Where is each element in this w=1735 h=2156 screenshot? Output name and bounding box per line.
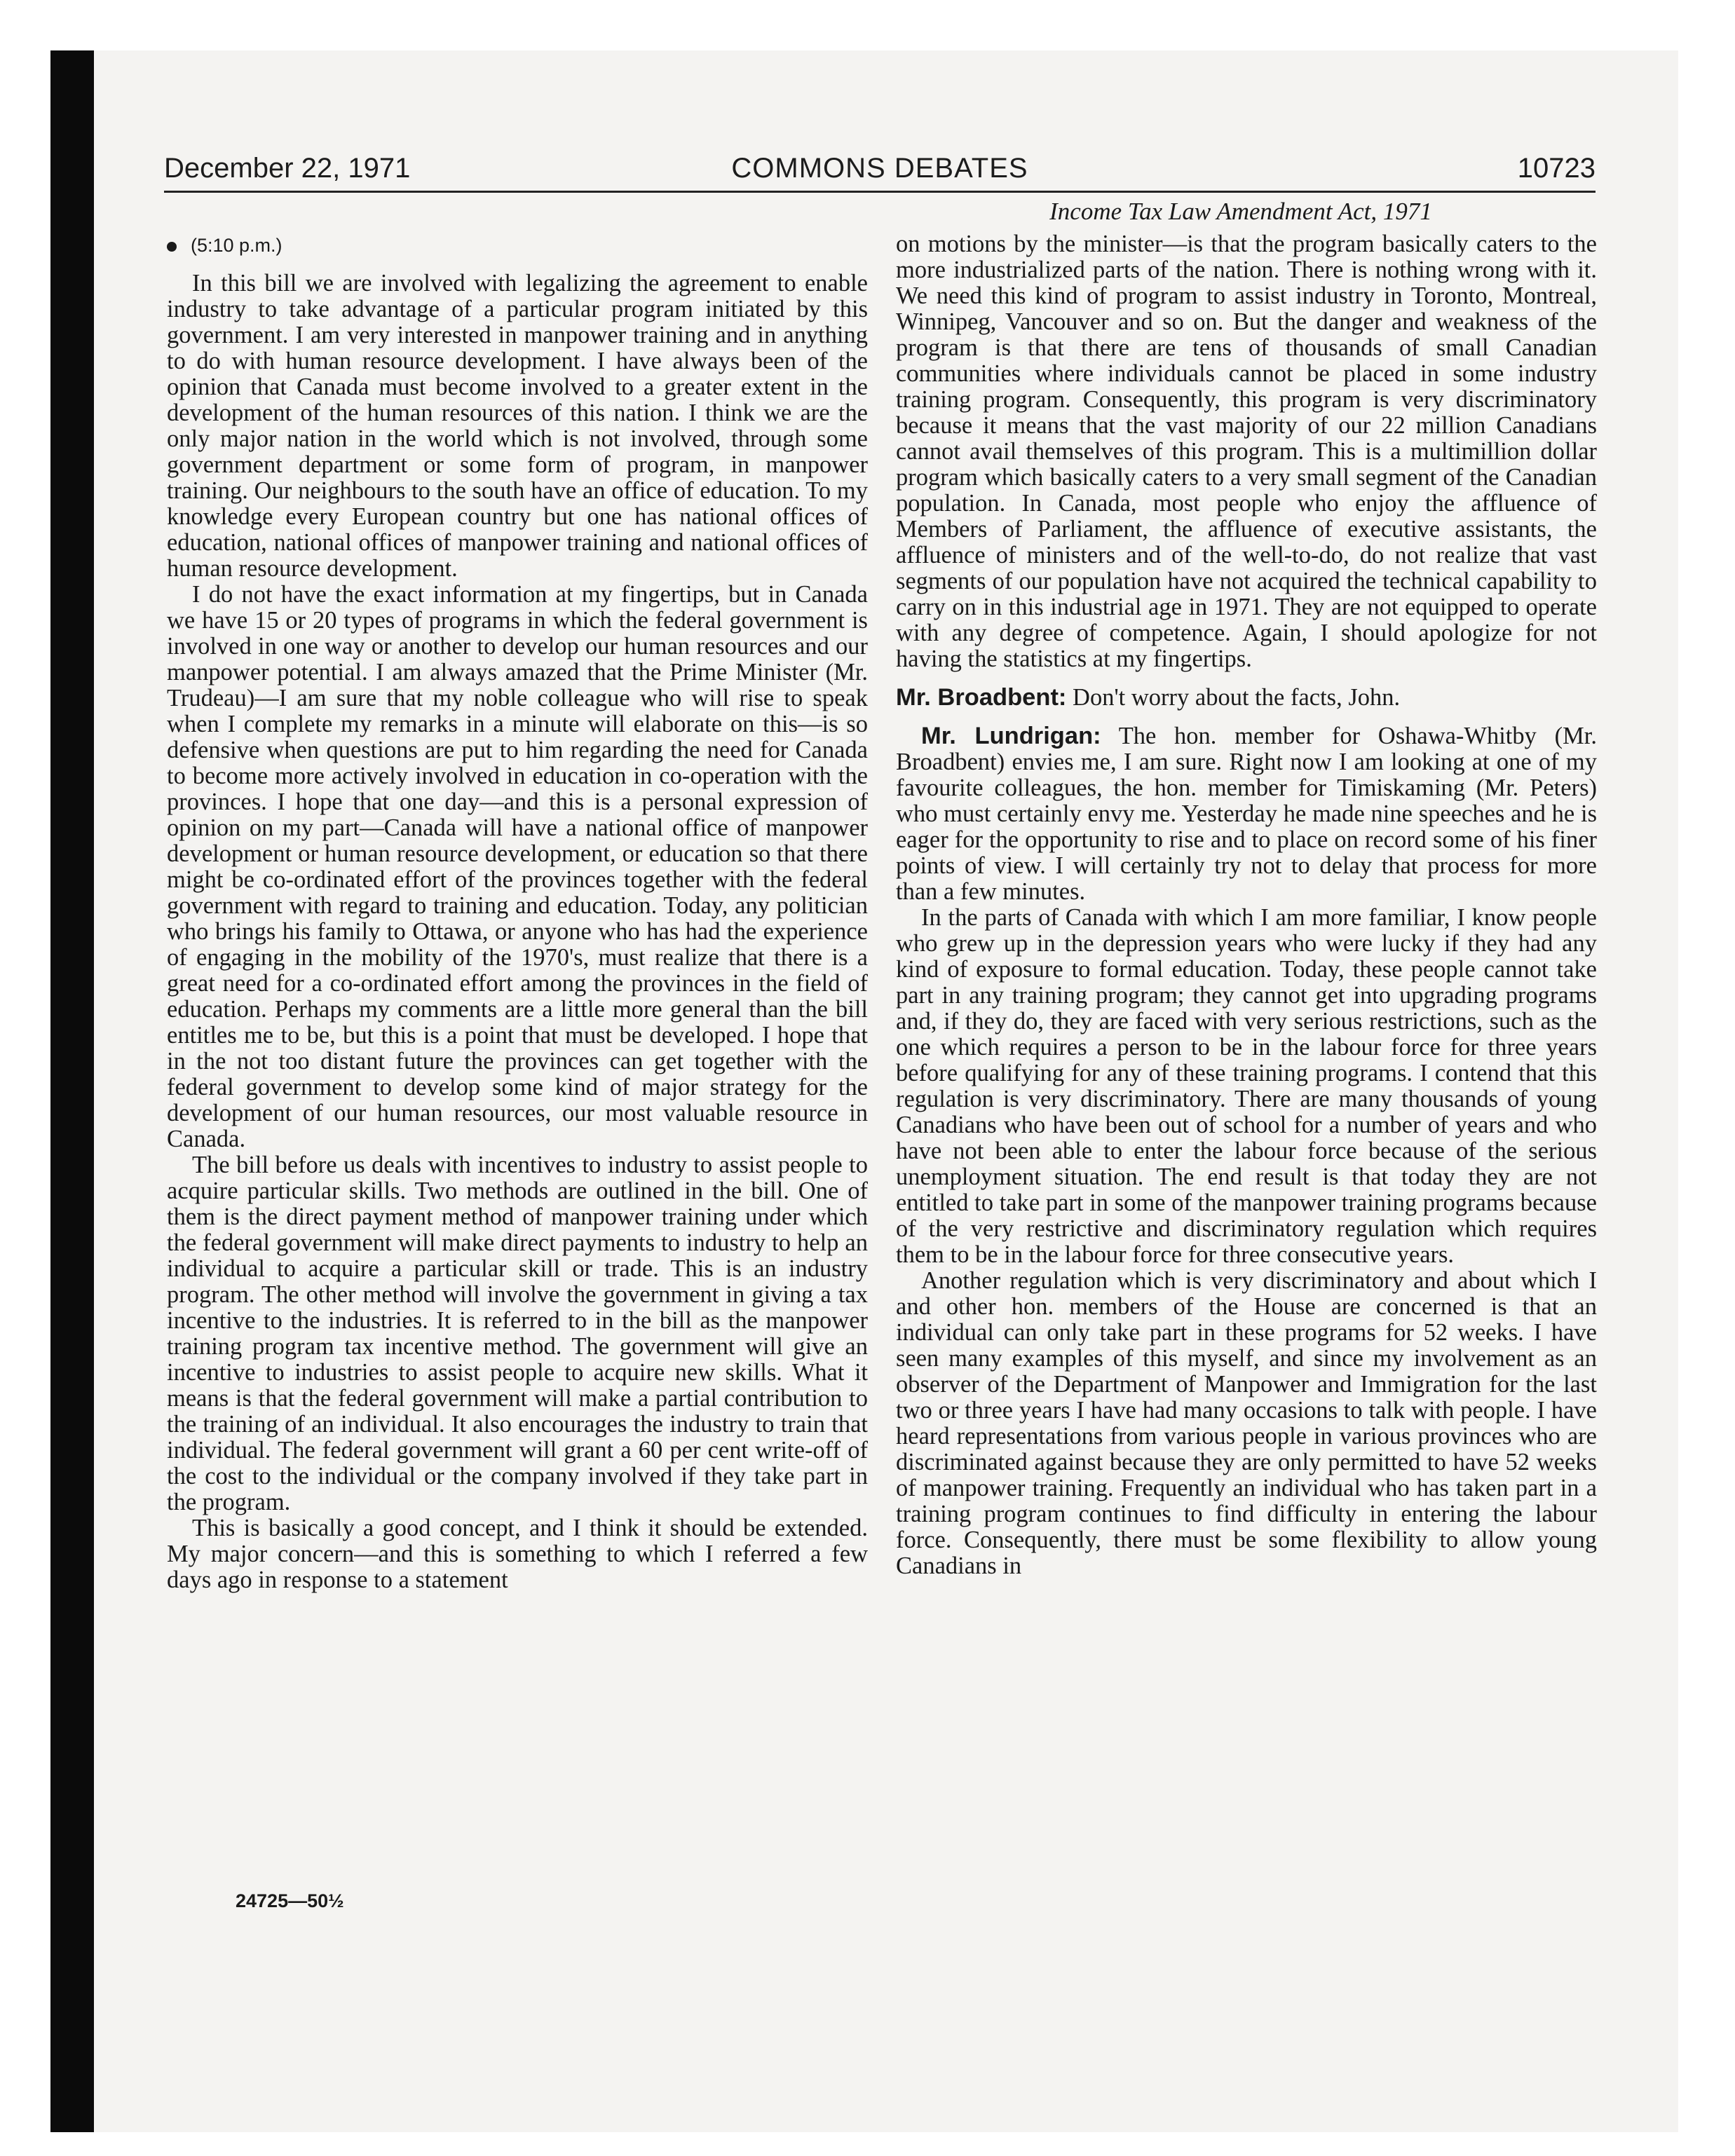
page bbox=[94, 50, 1678, 2132]
timestamp bbox=[167, 231, 868, 259]
running-title: Income Tax Law Amendment Act, 1971 bbox=[1049, 198, 1432, 225]
timestamp-text: (5:10 p.m.) bbox=[191, 235, 283, 256]
right-column bbox=[896, 231, 1597, 1579]
paragraph: This is basically a good concept, and I think it should be extended. My major concern—and this is something to which I referred a few days ago in response to a statement bbox=[167, 1515, 868, 1593]
header-page-number: 10723 bbox=[1517, 153, 1595, 184]
header-publication: COMMONS DEBATES bbox=[731, 153, 1028, 184]
speaker-name: Mr. Broadbent: bbox=[896, 684, 1067, 711]
paragraph: I do not have the exact information at my fingertips, but in Canada we have 15 or 20 types of programs in which the federal government is involved in one way or another to develop our human resources and our manpower potential. I am always amazed that the Prime Minister (Mr. Trudeau)—I am sure that my noble colleague who will rise to speak when I complete my remarks in a minute will elaborate on this—is so defensive when questions are put to him regarding the need for Canada to become more actively involved in education in co-operation with the provinces. I hope that one day—and this is a personal expression of opinion on my part—Canada will have a national office of manpower development or human resource development, or education so that there might be co-ordinated effort of the provinces together with the federal government with regard to training and education. Today, any politician who brings his family to Ottawa, or anyone who has had the experience of engaging in the mobility of the 1970's, must realize that there is a great need for a co-ordinated effort among the provinces in the field of education. Perhaps my comments are a little more general than the bill entitles me to be, but this is a point that must be developed. I hope that in the not too distant future the provinces can get together with the federal government to develop some kind of major strategy for the development of our human resources, our most valuable resource in Canada. bbox=[167, 581, 868, 1152]
paragraph: In this bill we are involved with legalizing the agreement to enable industry to take advantage of a particular program initiated by this government. I am very interested in manpower training and in anything to do with human resource development. I have always been of the opinion that Canada must become involved to a greater extent in the development of the human resources of this nation. I think we are the only major nation in the world which is not involved, through some government department or some form of program, in manpower training. Our neighbours to the south have an office of education. To my knowledge every European country but one has national offices of education, national offices of manpower training and national offices of human resource development. bbox=[167, 270, 868, 582]
speech-lundrigan bbox=[896, 723, 1597, 905]
scan-edge bbox=[50, 50, 94, 2132]
bullet-icon bbox=[167, 242, 177, 252]
paragraph: The bill before us deals with incentives to industry to assist people to acquire particular skills. Two methods are outlined in the bill. One of them is the direct payment method of manpower training under which the federal government will make direct payments to industry to help an individual to acquire a particular skill or trade. This is an industry program. The other method will involve the government in giving a tax incentive to the industries. It is referred to in the bill as the manpower training program tax incentive method. The government will give an incentive to industries to assist people to acquire new skills. What it means is that the federal government will make a partial contribution to the training of an individual. It also encourages the industry to train that individual. The federal government will grant a 60 per cent write-off of the cost to the individual or the company involved if they take part in the program. bbox=[167, 1152, 868, 1515]
speech-text: Don't worry about the facts, John. bbox=[1073, 684, 1401, 711]
footer-code: 24725—50½ bbox=[236, 1890, 344, 1911]
page-header bbox=[164, 142, 1595, 193]
left-column bbox=[167, 231, 868, 1593]
paragraph-continuation: on motions by the minister—is that the program basically caters to the more industrialized parts of the nation. There is nothing wrong with it. We need this kind of program to assist industry in Toronto, Montreal, Winnipeg, Vancouver and so on. But the danger and weakness of the program is that there are tens of thousands of small Canadian communities where individuals cannot be placed in some industry training program. Consequently, this program is very discriminatory because it means that the vast majority of our 22 million Canadians cannot avail themselves of this program. This is a multimillion dollar program which basically caters to a very small segment of the Canadian population. In Canada, most people who enjoy the affluence of Members of Parliament, the affluence of executive assistants, the affluence of ministers and of the well-to-do, do not realize that vast segments of our population have not acquired the technical capability to carry on in this industrial age in 1971. They are not equipped to operate with any degree of competence. Again, I should apologize for not having the statistics at my fingertips. bbox=[896, 231, 1597, 672]
paragraph: In the parts of Canada with which I am more familiar, I know people who grew up in the depression years who were lucky if they had any kind of exposure to formal education. Today, these people cannot take part in any training program; they cannot get into upgrading programs and, if they do, they are faced with very serious restrictions, such as the one which requires a person to be in the labour force for three years before qualifying for any of these training programs. I contend that this regulation is very discriminatory. There are many thousands of young Canadians who have been out of school for a number of years and who have not been able to enter the labour force because of the serious unemployment situation. The end result is that today they are not entitled to take part in some of the manpower training programs because of the very restrictive and discriminatory regulation which requires them to be in the labour force for three consecutive years. bbox=[896, 904, 1597, 1268]
speech-broadbent bbox=[896, 685, 1597, 711]
paragraph: Another regulation which is very discriminatory and about which I and other hon. members of the House are concerned is that an individual can only take part in these programs for 52 weeks. I have seen many examples of this myself, and since my involvement as an observer of the Department of Manpower and Immigration for the last two or three years I have had many occasions to talk with people. I have heard representations from various people in various provinces who are discriminated against because they are only permitted to have 52 weeks of manpower training. Frequently an individual who has taken part in a training program continues to find difficulty in entering the labour force. Consequently, there must be some flexibility to allow young Canadians in bbox=[896, 1267, 1597, 1579]
header-date: December 22, 1971 bbox=[164, 153, 411, 184]
speech-text: The hon. member for Oshawa-Whitby (Mr. Broadbent) envies me, I am sure. Right now I am looking at one of my favourite colleagues, the hon. member for Timiskaming (Mr. Peters) who must certainly envy me. Yesterday he made nine speeches and he is eager for the opportunity to rise and to place on record some of his finer points of view. I will certainly try not to delay that process for more than a few minutes. bbox=[896, 723, 1597, 905]
speaker-name: Mr. Lundrigan: bbox=[921, 723, 1101, 749]
